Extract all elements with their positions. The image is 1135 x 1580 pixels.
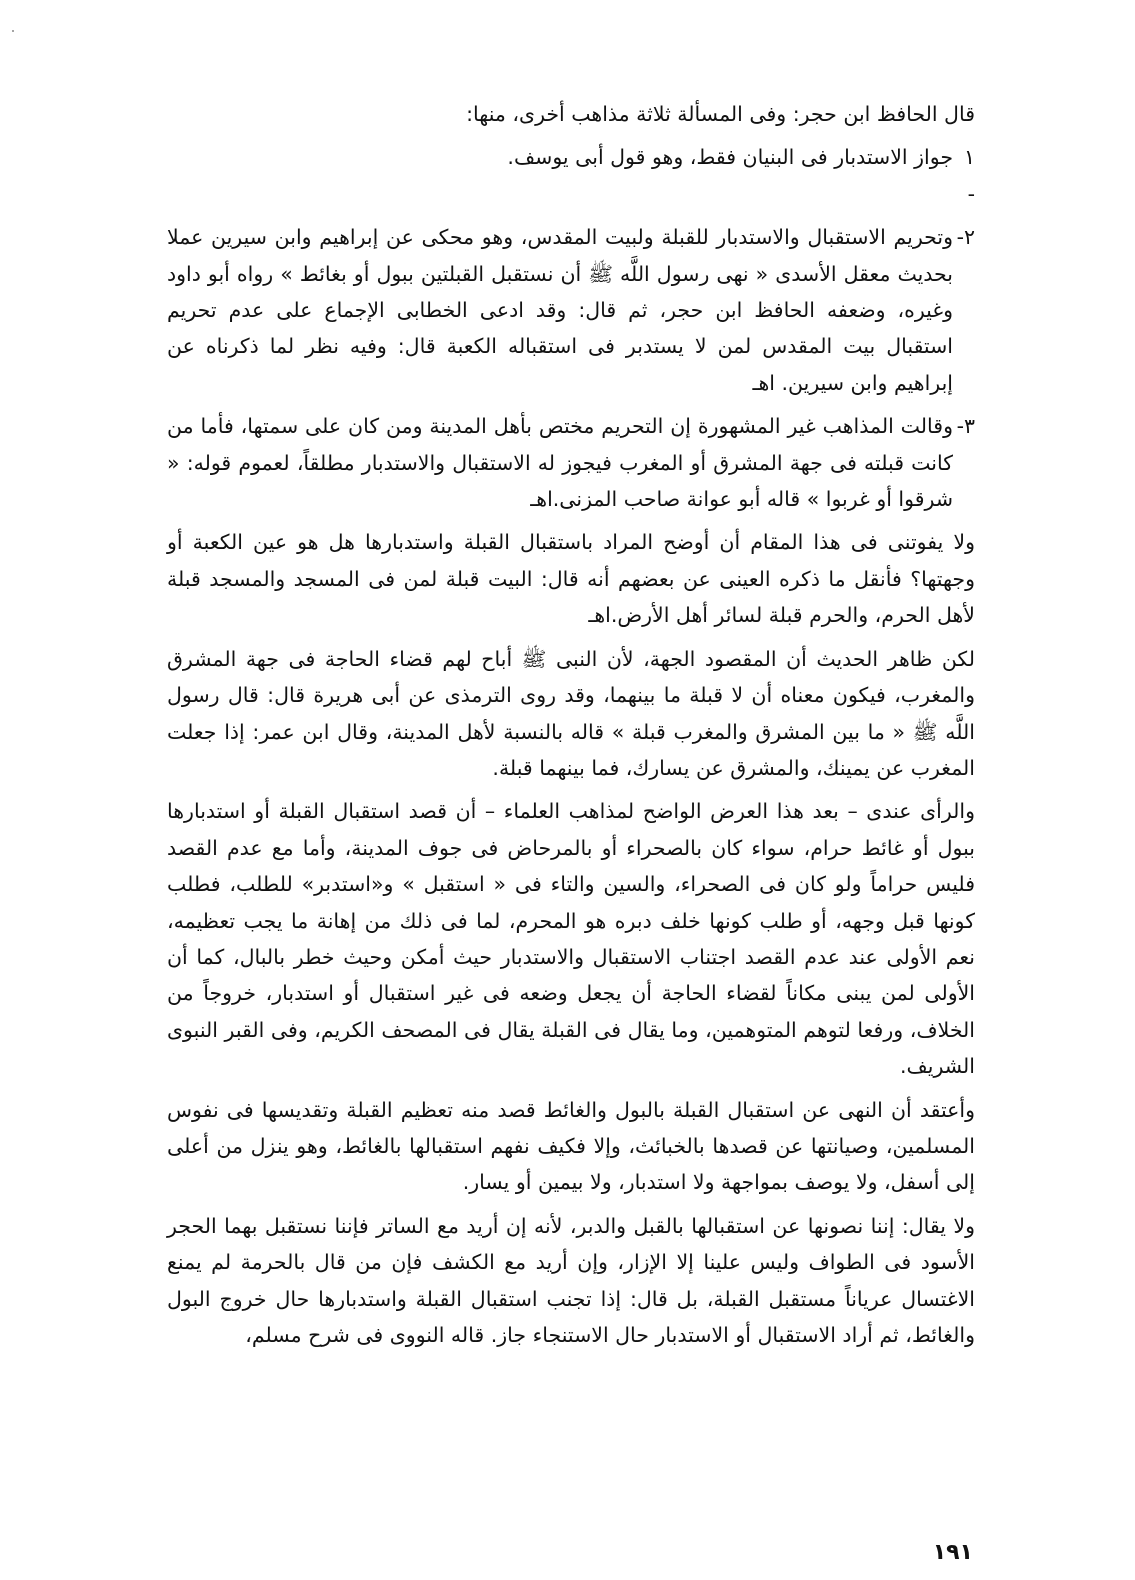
paragraph-author-opinion: والرأى عندى – بعد هذا العرض الواضح لمذاهب العلماء – أن قصد استقبال القبلة أو استدبارها ببول أو غائط حرام، سواء كان بالصحراء أو بالمرحاض فى جوف المدينة، وأما مع عدم القصد فليس حراماً ولو كان فى الصحراء، والسين والتاء فى « استقبل » و«استدبر» للطلب، فطلب كونها قبل وجهه، أو طلب كونها خلف دبره هو المحرم، لما فى ذلك من إهانة ما يجب تعظيمه، نعم الأولى عند عدم القصد اجتناب الاستقبال والاستدبار حيث أمكن وحيث خطر بالبال، كما أن الأولى لمن يبنى مكاناً لقضاء الحاجة أن يجعل وضعه فى غير استقبال أو استدبار، خروجاً من الخلاف، ورفعا لتوهم المتوهمين، وما يقال فى القبلة يقال فى المصحف الكريم، وفى القبر النبوى الشريف. xyxy=(167,799,975,1079)
paragraph-objection: ولا يقال: إننا نصونها عن استقبالها بالقبل والدبر، لأنه إن أريد مع الساتر فإننا نستقبل بهما الحجر الأسود فى الطواف وليس علينا إلا الإزار، وإن أريد مع الكشف فإن من قال بالحرمة لم يمنع الاغتسال عرياناً مستقبل القبلة، بل قال: إذا تجنب استقبال القبلة واستدبارها حال خروج البول والغائط، ثم أراد الاستقبال أو الاستدبار حال الاستنجاء جاز. قاله النووى فى شرح مسلم، xyxy=(167,1213,975,1347)
list-item xyxy=(167,219,975,401)
page-number: ١٩١ xyxy=(932,1540,973,1565)
item-number: ١ - xyxy=(963,145,975,206)
item-number: ٢- xyxy=(956,225,975,250)
list-item xyxy=(167,139,975,212)
paragraph-qibla-meaning: ولا يفوتنى فى هذا المقام أن أوضح المراد باستقبال القبلة واستدبارها هل هو عين الكعبة أو وجهتها؟ فأنقل ما ذكره العينى عن بعضهم أنه قال: البيت قبلة لمن فى المسجد والمسجد قبلة لأهل الحرم، والحرم قبلة لسائر أهل الأرض.اهـ xyxy=(167,530,975,628)
scan-speck xyxy=(12,30,14,32)
item-text: وقالت المذاهب غير المشهورة إن التحريم مختص بأهل المدينة ومن كان على سمتها، فأما من كانت قبلته فى جهة المشرق أو المغرب فيجوز له الاستقبال والاستدبار مطلقاً، لعموم قوله: « شرقوا أو غربوا » قاله أبو عوانة صاحب المزنى.اهـ xyxy=(167,414,953,512)
intro-paragraph: قال الحافظ ابن حجر: وفى المسألة ثلاثة مذاهب أخرى، منها: xyxy=(466,102,975,126)
item-number: ٣- xyxy=(956,414,975,439)
item-text: جواز الاستدبار فى البنيان فقط، وهو قول أبى يوسف. xyxy=(507,145,953,170)
paragraph-belief: وأعتقد أن النهى عن استقبال القبلة بالبول والغائط قصد منه تعظيم القبلة وتقديسها فى نفوس المسلمين، وصيانتها عن قصدها بالخبائث، وإلا فكيف نفهم استقبالها بالغائط، وهو ينزل من أعلى إلى أسفل، ولا يوصف بمواجهة ولا استدبار، ولا بيمين أو يسار. xyxy=(167,1097,975,1195)
page-body xyxy=(167,96,975,1360)
paragraph-direction: لكن ظاهر الحديث أن المقصود الجهة، لأن النبى ﷺ أباح لهم قضاء الحاجة فى جهة المشرق والمغرب، فيكون معناه أن لا قبلة ما بينهما، وقد روى الترمذى عن أبى هريرة قال: قال رسول اللَّه ﷺ « ما بين المشرق والمغرب قبلة » قاله بالنسبة لأهل المدينة، وقال ابن عمر: إذا جعلت المغرب عن يمينك، والمشرق عن يسارك، فما بينهما قبلة. xyxy=(167,646,975,780)
list-item xyxy=(167,408,975,517)
item-text: وتحريم الاستقبال والاستدبار للقبلة ولبيت المقدس، وهو محكى عن إبراهيم وابن سيرين عملا بحديث معقل الأسدى « نهى رسول اللَّه ﷺ أن نستقبل القبلتين ببول أو بغائط » رواه أبو داود وغيره، وضعفه الحافظ ابن حجر، ثم قال: وقد ادعى الخطابى الإجماع على عدم تحريم استقبال بيت المقدس لمن لا يستدبر فى استقباله الكعبة قال: وفيه نظر لما ذكرناه عن إبراهيم وابن سيرين. اهـ xyxy=(167,225,953,395)
